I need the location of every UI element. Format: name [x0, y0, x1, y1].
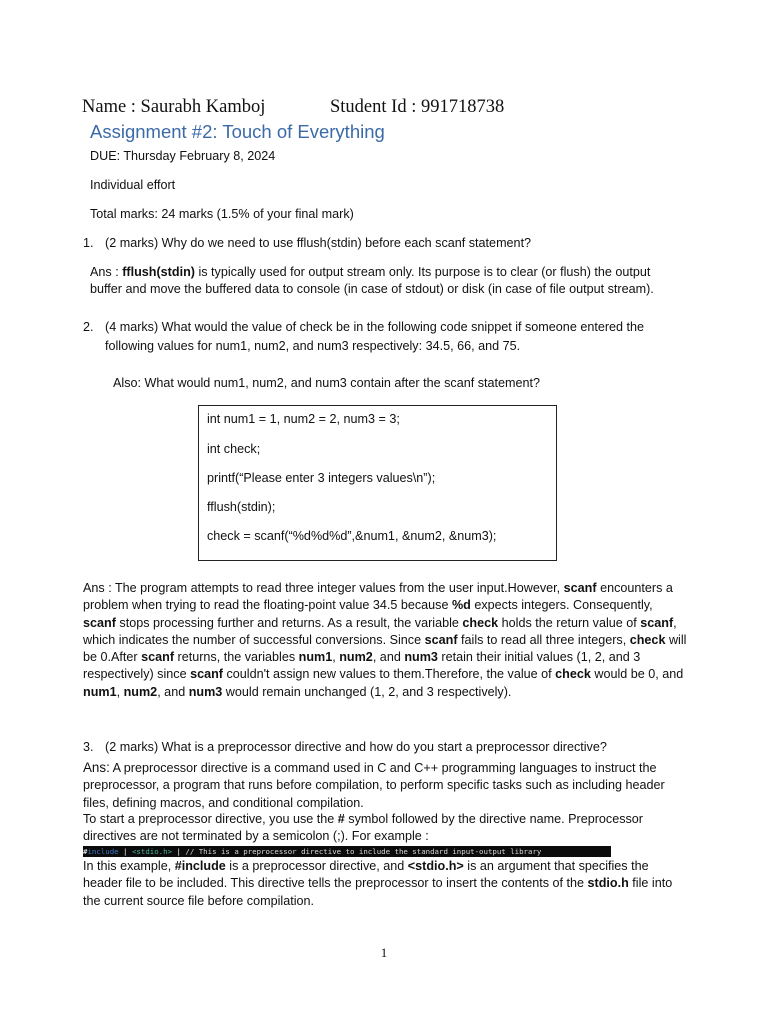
q1-answer: Ans : fflush(stdin) is typically used for output stream only. Its purpose is to clear (or flush) the output buffer and move the buffered data to console (in case of stdout) or disk (in case of file output stream). — [90, 265, 654, 297]
code-line: int num1 = 1, num2 = 2, num3 = 3; — [207, 412, 400, 426]
student-name: Name : Saurabh Kamboj — [82, 97, 266, 117]
code-line: fflush(stdin); — [207, 500, 276, 514]
student-id: Student Id : 991718738 — [330, 97, 505, 117]
page-number: 1 — [380, 945, 388, 960]
q3-answer-part1: Ans: A preprocessor directive is a command used in C and C++ programming languages to instruct the preprocessor, a program that runs before compilation, to perform specific tasks such as including header files, defining macros, and conditional compilation. — [83, 760, 665, 810]
q2-number: 2. — [83, 320, 94, 334]
q3-answer-part2: To start a preprocessor directive, you use the # symbol followed by the directive name. Preprocessor directives are not terminated by a semicolon (;). For example : — [83, 812, 643, 844]
assignment-title: Assignment #2: Touch of Everything — [90, 121, 385, 142]
code-line: check = scanf(“%d%d%d”,&num1, &num2, &num3); — [207, 529, 497, 543]
code-snippet-box — [198, 405, 557, 561]
effort-note: Individual effort — [90, 178, 176, 192]
code-line: int check; — [207, 442, 261, 456]
q1-number: 1. — [83, 236, 94, 250]
q2-line1: (4 marks) What would the value of check be in the following code snippet if someone entered the — [105, 320, 645, 334]
code-line: printf(“Please enter 3 integers values\n”); — [207, 471, 436, 485]
q3-number: 3. — [83, 740, 94, 754]
q2-line2: following values for num1, num2, and num3 respectively: 34.5, 66, and 75. — [105, 339, 521, 353]
q1-text: (2 marks) Why do we need to use fflush(stdin) before each scanf statement? — [105, 236, 532, 250]
code-terminal-line: #include | <stdio.h> | // This is a preprocessor directive to include the standard input-output library — [83, 846, 611, 857]
total-marks: Total marks: 24 marks (1.5% of your final mark) — [90, 207, 354, 221]
q3-text: (2 marks) What is a preprocessor directive and how do you start a preprocessor directive? — [105, 740, 607, 754]
q2-answer: Ans : The program attempts to read three integer values from the user input.However, scanf encounters a problem when trying to read the floating-point value 34.5 because %d expects integers. Consequently, scanf stops processing further and returns. As a result, the variable check holds the return value of scanf, which indicates the number of successful conversions. Since scanf fails to read all three integers, check will be 0.After scanf returns, the variables num1, num2, and num3 retain their initial values (1, 2, and 3 respectively) since scanf couldn't assign new values to them.Therefore, the value of check would be 0, and num1, num2, and num3 would remain unchanged (1, 2, and 3 respectively). — [83, 581, 687, 699]
q2-also: Also: What would num1, num2, and num3 contain after the scanf statement? — [113, 376, 541, 390]
q3-answer-part3: In this example, #include is a preprocessor directive, and <stdio.h> is an argument that specifies the header file to be included. This directive tells the preprocessor to insert the contents of the stdio.h file into the current source file before compilation. — [83, 859, 673, 908]
due-date: DUE: Thursday February 8, 2024 — [90, 149, 276, 163]
